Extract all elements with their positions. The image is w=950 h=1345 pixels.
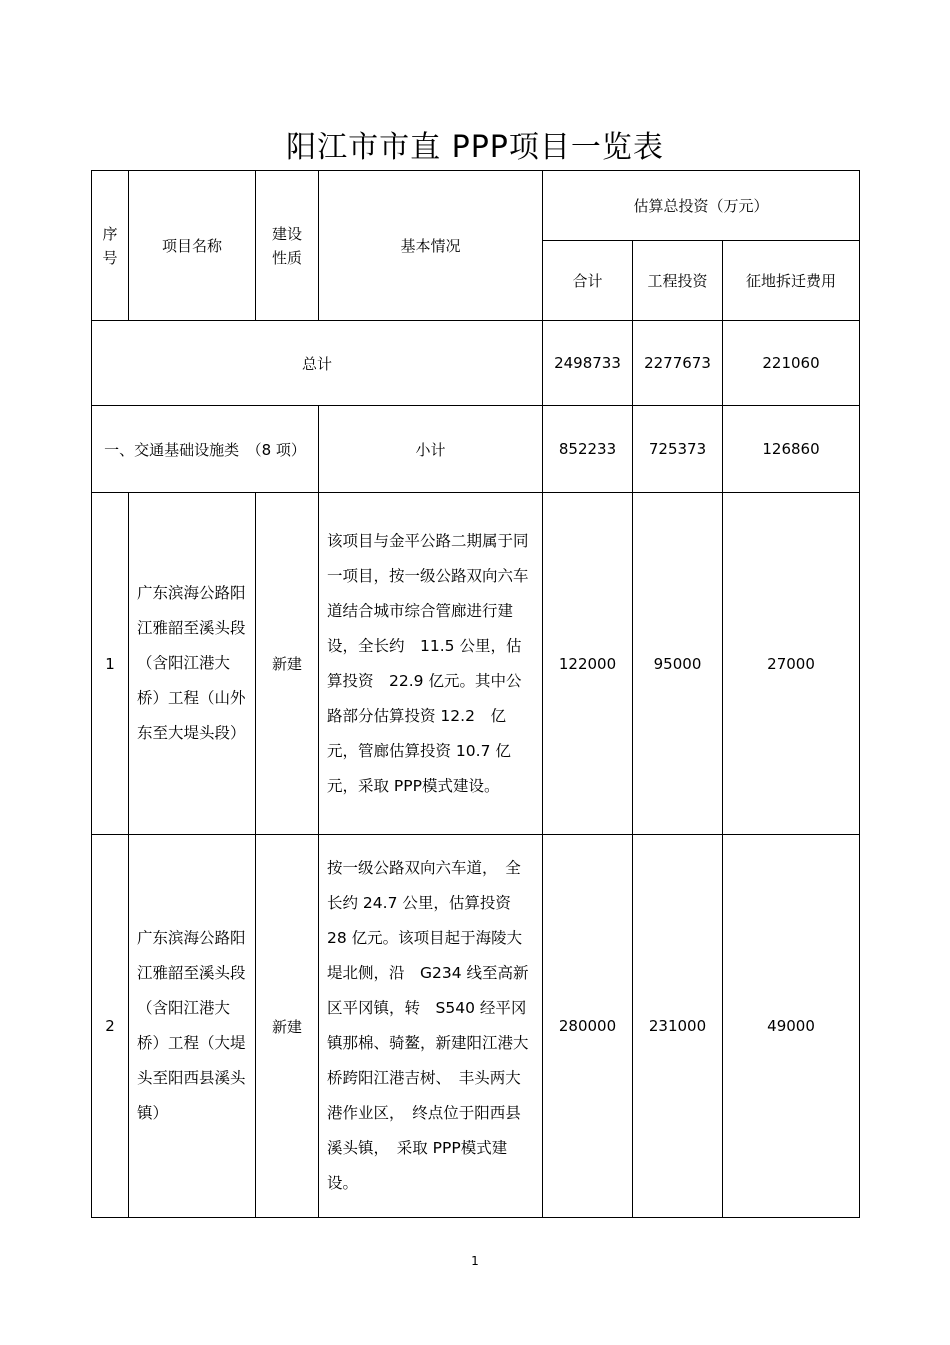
category-label: 一、交通基础设施类 （8 项）	[92, 406, 319, 493]
category-subtotal-label: 小计	[319, 406, 543, 493]
table-row	[92, 835, 860, 1218]
category-total: 852233	[543, 406, 633, 493]
header-nature: 建设性质	[256, 171, 319, 321]
row-total: 280000	[543, 835, 633, 1218]
row-seq: 1	[92, 493, 129, 835]
table-row	[92, 493, 860, 835]
row-project-name: 广东滨海公路阳江雅韶至溪头段（含阳江港大桥）工程（山外东至大堤头段）	[129, 493, 256, 835]
row-description: 按一级公路双向六车道， 全长约 24.7 公里，估算投资 28 亿元。该项目起于海陵大堤北侧，沿 G234 线至高新区平冈镇，转 S540 经平冈镇那棉、骑鳌，新建阳江港大桥跨阳江港吉树、 丰头两大港作业区， 终点位于阳西县溪头镇， 采取 PPP模式建设。	[319, 835, 543, 1218]
header-land: 征地拆迁费用	[723, 241, 860, 321]
row-engineering: 231000	[633, 835, 723, 1218]
header-total: 合计	[543, 241, 633, 321]
category-land: 126860	[723, 406, 860, 493]
row-description: 该项目与金平公路二期属于同一项目，按一级公路双向六车道结合城市综合管廊进行建设，全长约 11.5 公里，估算投资 22.9 亿元。其中公路部分估算投资 12.2 亿元，管廊估算投资 10.7 亿元，采取 PPP模式建设。	[319, 493, 543, 835]
grand-total-total: 2498733	[543, 321, 633, 406]
ppp-project-table	[91, 170, 860, 1218]
page-title: 阳江市市直 PPP项目一览表	[286, 130, 664, 165]
category-engineering: 725373	[633, 406, 723, 493]
grand-total-label: 总计	[92, 321, 543, 406]
row-land: 27000	[723, 493, 860, 835]
header-basic: 基本情况	[319, 171, 543, 321]
row-seq: 2	[92, 835, 129, 1218]
category-row	[92, 406, 860, 493]
row-land: 49000	[723, 835, 860, 1218]
header-name: 项目名称	[129, 171, 256, 321]
row-nature: 新建	[256, 835, 319, 1218]
header-invest-group: 估算总投资（万元）	[543, 171, 860, 241]
grand-total-engineering: 2277673	[633, 321, 723, 406]
header-seq: 序号	[92, 171, 129, 321]
page-number: 1	[471, 1254, 479, 1268]
grand-total-row	[92, 321, 860, 406]
row-project-name: 广东滨海公路阳江雅韶至溪头段（含阳江港大桥）工程（大堤头至阳西县溪头镇）	[129, 835, 256, 1218]
row-total: 122000	[543, 493, 633, 835]
row-engineering: 95000	[633, 493, 723, 835]
header-engineering: 工程投资	[633, 241, 723, 321]
row-nature: 新建	[256, 493, 319, 835]
grand-total-land: 221060	[723, 321, 860, 406]
